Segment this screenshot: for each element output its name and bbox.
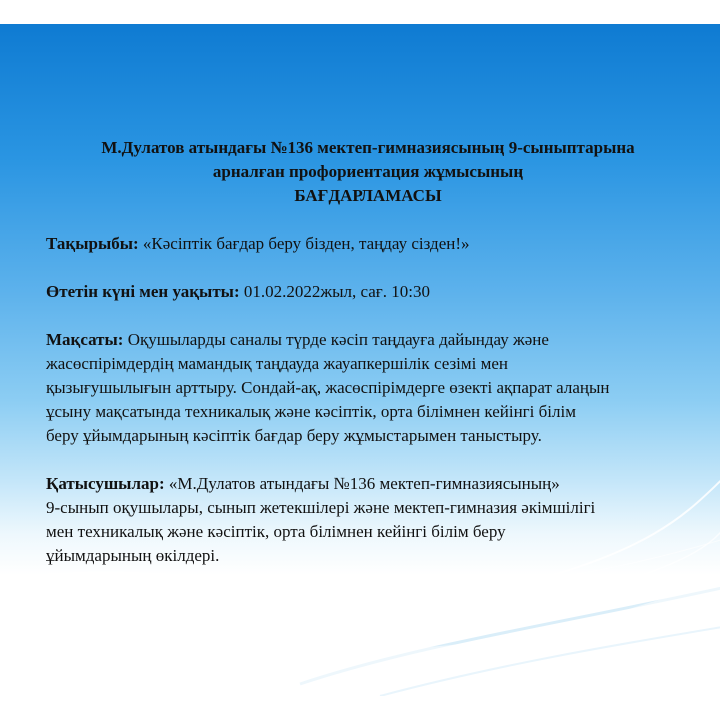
- participants-text-line: 9-сынып оқушылары, сынып жетекшілері және мектеп-гимназия әкімшілігі: [46, 498, 596, 517]
- goal-text-line: қызығушылығын арттыру. Сондай-ақ, жасөспірімдерге өзекті ақпарат алаңын: [46, 378, 610, 397]
- participants-text-line: «М.Дулатов атындағы №136 мектеп-гимназиясының»: [164, 474, 560, 493]
- title-line: арналған профориентация жұмысының: [212, 162, 524, 181]
- program-title: [46, 136, 686, 208]
- title-line: М.Дулатов атындағы №136 мектеп-гимназиясының 9-сыныптарына: [101, 138, 635, 157]
- title-line: БАҒДАРЛАМАСЫ: [294, 186, 442, 205]
- goal-text-line: Оқушыларды саналы түрде кәсіп таңдауға дайындау және: [123, 330, 549, 349]
- participants-text-line: ұйымдарының өкілдері.: [46, 546, 220, 565]
- participants-label: Қатысушылар:: [46, 474, 165, 493]
- participants-paragraph: [46, 472, 686, 568]
- goal-text-line: беру ұйымдарының кәсіптік бағдар беру жұмыстарымен таныстыру.: [46, 426, 542, 445]
- topic-paragraph: [46, 232, 686, 256]
- topic-label: Тақырыбы:: [46, 234, 139, 253]
- datetime-value: 01.02.2022жыл, сағ. 10:30: [239, 282, 431, 301]
- program-text: [46, 136, 686, 568]
- goal-text-line: ұсыну мақсатында техникалық және кәсіптік, орта білімнен кейінгі білім: [46, 402, 576, 421]
- slide-background: [0, 24, 720, 696]
- datetime-paragraph: [46, 280, 686, 304]
- goal-label: Мақсаты:: [46, 330, 124, 349]
- goal-text-line: жасөспірімдердің мамандық таңдауда жауапкершілік сезімі мен: [46, 354, 509, 373]
- datetime-label: Өтетін күні мен уақыты:: [46, 282, 240, 301]
- topic-value: «Кәсіптік бағдар беру бізден, таңдау сізден!»: [138, 234, 470, 253]
- participants-text-line: мен техникалық және кәсіптік, орта білімнен кейінгі білім беру: [46, 522, 506, 541]
- goal-paragraph: [46, 328, 686, 448]
